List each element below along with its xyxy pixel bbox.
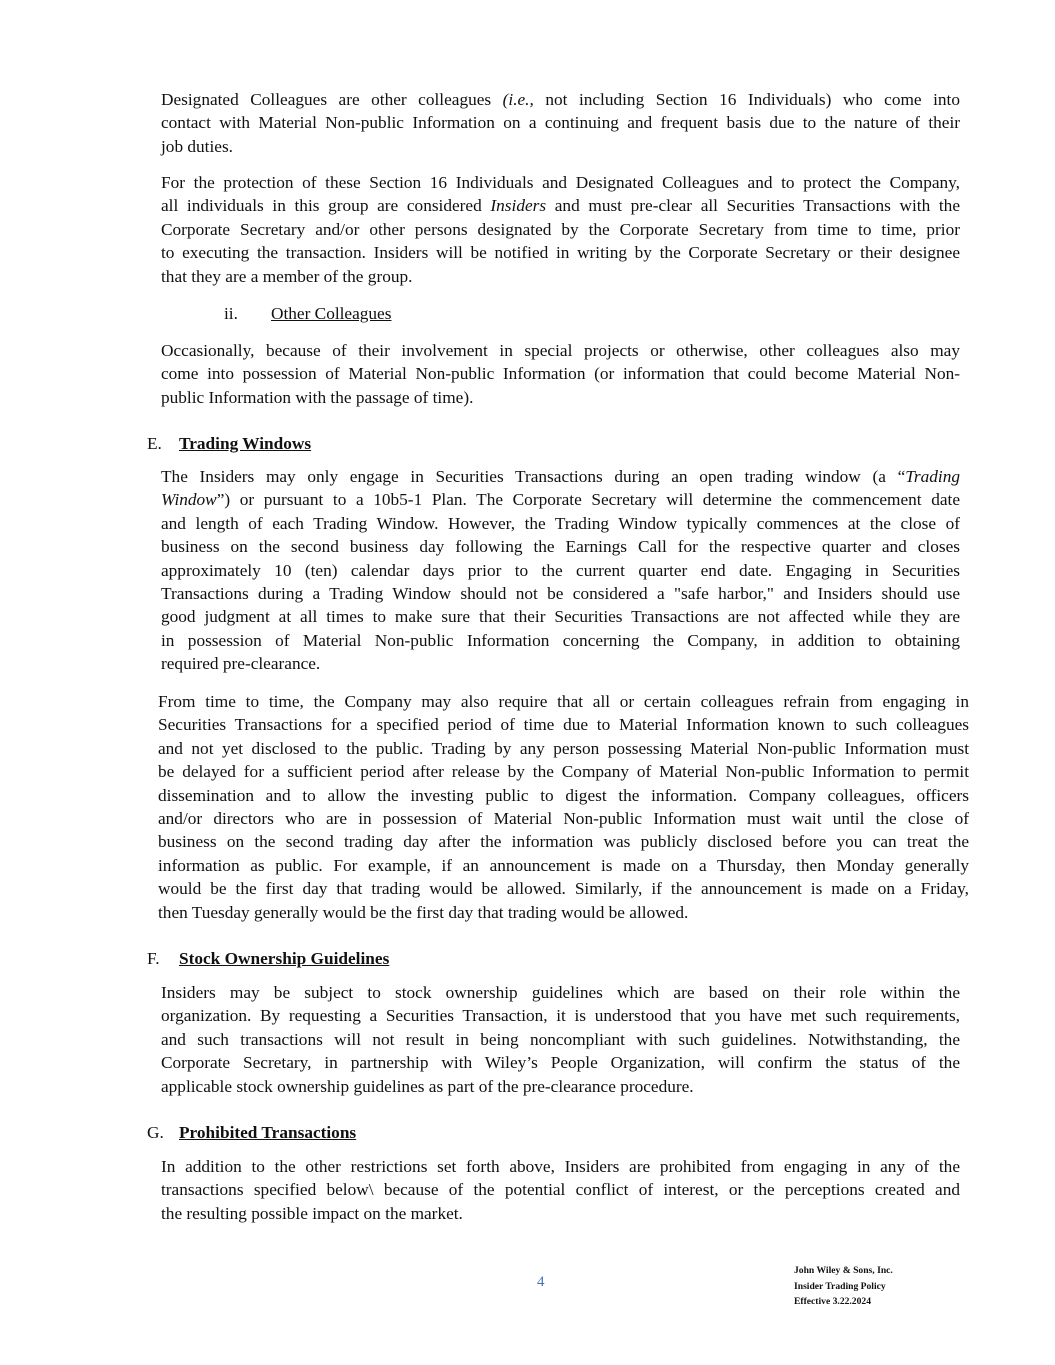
section-title: Prohibited Transactions [179,1123,357,1142]
section-letter: F. [147,949,160,968]
text-line: and/or directors who are in possession of Material Non-public Information must wait until the close of [158,809,969,829]
paragraph-other-colleagues [161,339,960,409]
text-line: business on the second business day following the Earnings Call for the respective quarter and closes [161,537,960,557]
section-title: Trading Windows [179,434,312,453]
text-line: contact with Material Non-public Information on a continuing and frequent basis due to the nature of their [161,113,960,133]
section-heading-g [147,1121,356,1144]
italic-term: Trading [905,467,960,486]
text-line: Occasionally, because of their involvement in special projects or otherwise, other colleagues also may [161,341,960,360]
text-line: approximately 10 (ten) calendar days prior to the current quarter end date. Engaging in Securities [161,560,960,580]
footer-effective: Effective 3.22.2024 [794,1296,871,1307]
text-line: and such transactions will not result in being noncompliant with such guidelines. Notwithstanding, the [161,1029,960,1049]
text-line: public Information with the passage of time). [161,387,474,407]
text-line: and not yet disclosed to the public. Trading by any person possessing Material Non-public Information must [158,738,969,758]
text-line: all individuals in this group are considered Insiders and must pre-clear all Securities Transactions with the [161,196,960,216]
footer-company: John Wiley & Sons, Inc. [794,1265,893,1276]
text-line: come into possession of Material Non-public Information (or information that could become Material Non- [161,364,960,384]
text-line: then Tuesday generally would be the first day that trading would be allowed. [158,902,689,922]
paragraph-prohibited-transactions [161,1155,960,1225]
paragraph-insiders-preclear [161,171,960,288]
text-line: to executing the transaction. Insiders will be notified in writing by the Corporate Secretary or their designee [161,243,960,263]
text-line: Corporate Secretary, in partnership with Wiley’s People Organization, will confirm the status of the [161,1053,960,1073]
text-line: job duties. [161,136,234,156]
paragraph-trading-windows [161,465,960,676]
paragraph-blackout-periods [158,690,969,924]
text-line: good judgment at all times to make sure that their Securities Transactions are not affected while they are [161,607,960,627]
text-line: required pre-clearance. [161,654,321,674]
footer-block [794,1263,893,1310]
italic-term: (i.e., [502,90,534,109]
text-line: The Insiders may only engage in Securities Transactions during an open trading window (a “Trading [161,467,960,486]
paragraph-stock-ownership [161,981,960,1098]
section-letter: E. [147,434,162,453]
paragraph-designated-colleagues [161,88,960,158]
text-line: would be the first day that trading would be allowed. Similarly, if the announcement is made on a Friday, [158,879,969,899]
text-line: Corporate Secretary and/or other persons designated by the Corporate Secretary from time to time, prior [161,219,960,239]
section-heading-f [147,947,389,970]
text-line: Securities Transactions for a specified period of time due to Material Information known to such colleagues [158,715,969,735]
italic-term: Window [161,490,217,510]
text-line: the resulting possible impact on the market. [161,1203,463,1223]
section-title: Stock Ownership Guidelines [179,949,390,968]
section-heading-e [147,432,311,455]
section-letter: G. [147,1123,164,1142]
text-line: information as public. For example, if an announcement is made on a Thursday, then Monday generally [158,855,969,875]
subitem-number: ii. [224,304,238,323]
italic-term: Insiders [490,196,547,216]
page-number: 4 [537,1274,545,1290]
text-line: transactions specified below\ because of the potential conflict of interest, or the perceptions created and [161,1180,960,1200]
subitem-other-colleagues [224,302,391,325]
text-line: that they are a member of the group. [161,266,413,286]
subitem-title: Other Colleagues [271,304,392,323]
text-line: Insiders may be subject to stock ownership guidelines which are based on their role within the [161,983,960,1002]
text-line: dissemination and to allow the investing public to digest the information. Company colleagues, officers [158,785,969,805]
text-line: organization. By requesting a Securities Transaction, it is understood that you have met such requirements, [161,1006,960,1026]
text-line: applicable stock ownership guidelines as part of the pre-clearance procedure. [161,1076,694,1096]
text-line: From time to time, the Company may also require that all or certain colleagues refrain from engaging in [158,692,969,711]
text-line: be delayed for a sufficient period after release by the Company of Material Non-public Information to permit [158,762,969,782]
text-line: in possession of Material Non-public Information concerning the Company, in addition to obtaining [161,630,960,650]
text-line: Transactions during a Trading Window should not be considered a "safe harbor," and Insiders should use [161,584,960,604]
text-line: For the protection of these Section 16 Individuals and Designated Colleagues and to protect the Company, [161,173,960,192]
footer-policy: Insider Trading Policy [794,1280,886,1292]
text-line: Designated Colleagues are other colleagues (i.e., not including Section 16 Individuals) who come into [161,90,960,109]
text-line: and length of each Trading Window. However, the Trading Window typically commences at the close of [161,513,960,533]
text-line: Window”) or pursuant to a 10b5-1 Plan. The Corporate Secretary will determine the commencement date [161,490,960,510]
text-line: business on the second trading day after the information was publicly disclosed before you can treat the [158,832,969,852]
text-line: In addition to the other restrictions set forth above, Insiders are prohibited from engaging in any of the [161,1157,960,1176]
